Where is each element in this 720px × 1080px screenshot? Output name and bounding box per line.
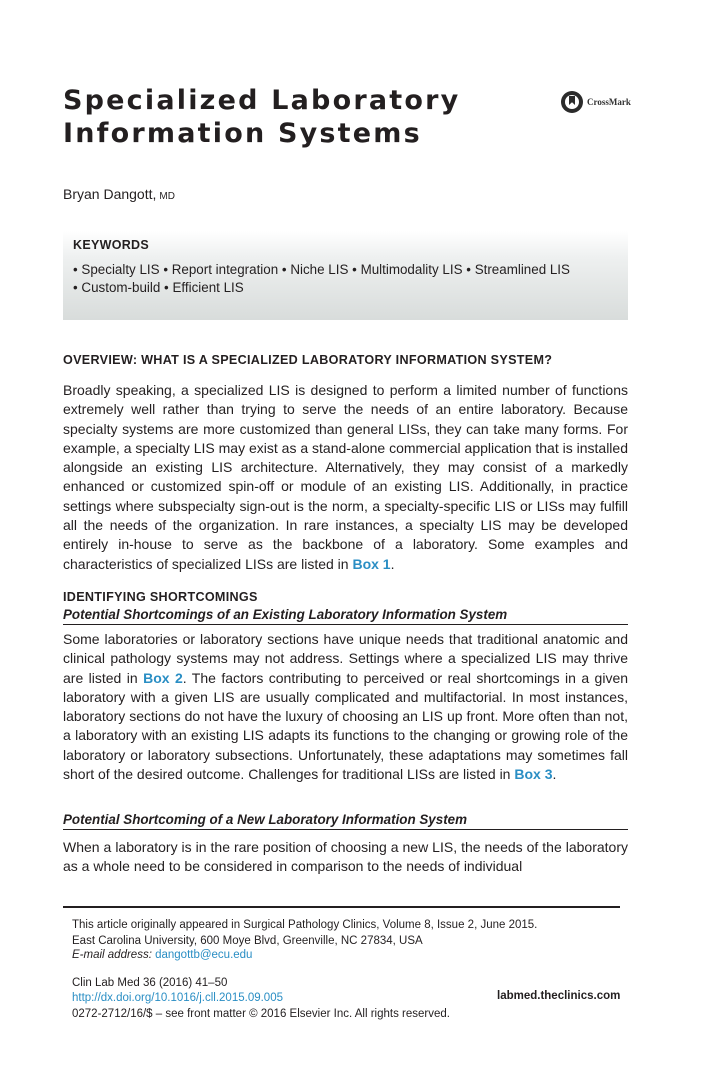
article-title: [63, 84, 533, 150]
shortcomings-heading: IDENTIFYING SHORTCOMINGS: [63, 590, 258, 604]
existing-lis-paragraph: Some laboratories or laboratory sections have unique needs that traditional anatomic and clinical pathology systems may not address. Settings where a specialized LIS may thrive are listed in Box 2. The factors contributing to perceived or real shortcomings in a given laboratory with a given LIS are usually complicated and multifactorial. In most instances, laboratory sections do not have the luxury of choosing an LIS up front. More often than not, a laboratory with an existing LIS adapts its functions to the changing or growing role of the laboratory or laboratory subsections. Unfortunately, these adaptations may sometimes fall short of the desired outcome. Challenges for traditional LISs are listed in Box 3.: [63, 631, 629, 783]
keyword-item: • Custom-build: [73, 280, 161, 295]
crossmark-icon: [561, 91, 583, 113]
keyword-item: • Multimodality LIS: [352, 262, 463, 277]
citation: Clin Lab Med 36 (2016) 41–50: [72, 977, 228, 989]
footnote-email: [72, 947, 252, 963]
author-degree: MD: [159, 191, 175, 202]
footnote-divider: [63, 906, 620, 908]
box1-link[interactable]: Box 1: [352, 555, 391, 572]
keyword-item: • Report integration: [163, 262, 279, 277]
doi-link[interactable]: http://dx.doi.org/10.1016/j.cll.2015.09.005: [72, 992, 283, 1004]
author-name: Bryan Dangott,: [63, 186, 157, 202]
keyword-item: • Specialty LIS: [73, 262, 160, 277]
keyword-item: • Niche LIS: [281, 262, 349, 277]
box2-link[interactable]: Box 2: [143, 669, 183, 686]
title-line-1: Specialized Laboratory: [63, 85, 461, 116]
copyright-line: 0272-2712/16/$ – see front matter © 2016 Elsevier Inc. All rights reserved.: [72, 1008, 450, 1020]
title-line-2: Information Systems: [63, 118, 422, 149]
journal-site[interactable]: labmed.theclinics.com: [497, 990, 621, 1002]
crossmark-badge[interactable]: [561, 89, 651, 115]
keywords-box: [63, 231, 628, 320]
new-lis-paragraph: When a laboratory is in the rare position of choosing a new LIS, the needs of the laboratory as a whole need to be considered in comparison to the needs of individual: [63, 839, 628, 875]
keywords-heading: KEYWORDS: [73, 238, 150, 252]
email-link[interactable]: dangottb@ecu.edu: [155, 949, 253, 961]
footnote-origin: This article originally appeared in Surgical Pathology Clinics, Volume 8, Issue 2, June 2015.: [72, 919, 538, 931]
author-line: [63, 186, 175, 202]
subheading-existing-lis: Potential Shortcomings of an Existing Laboratory Information System: [63, 607, 628, 625]
footnote-address: East Carolina University, 600 Moye Blvd, Greenville, NC 27834, USA: [72, 935, 423, 947]
email-label: E-mail address:: [72, 949, 152, 961]
box3-link[interactable]: Box 3: [514, 766, 553, 783]
keyword-item: • Efficient LIS: [164, 280, 244, 295]
subheading-new-lis: Potential Shortcoming of a New Laboratory Information System: [63, 812, 628, 830]
overview-heading: OVERVIEW: WHAT IS A SPECIALIZED LABORATORY INFORMATION SYSTEM?: [63, 353, 553, 367]
keyword-item: • Streamlined LIS: [466, 262, 570, 277]
keywords-list: [73, 261, 621, 297]
crossmark-label: CrossMark: [587, 97, 631, 107]
overview-paragraph: Broadly speaking, a specialized LIS is designed to perform a limited number of functions extremely well rather than trying to serve the needs of an entire laboratory. Because specialty systems are more customized than general LISs, they can take many forms. For example, a specialty LIS may exist as a stand-alone commercial application that is installed alongside an existing LIS architecture. Alternatively, they may consist of a markedly enhanced or customized spin-off or module of an existing LIS. Additionally, in practice settings where subspecialty sign-out is the norm, a specialty-specific LIS or LISs may fulfill all the needs of the organization. In rare instances, a specialty LIS may be developed entirely in-house to serve as the backbone of a laboratory. Some examples and characteristics of specialized LISs are listed in Box 1.: [63, 382, 628, 572]
